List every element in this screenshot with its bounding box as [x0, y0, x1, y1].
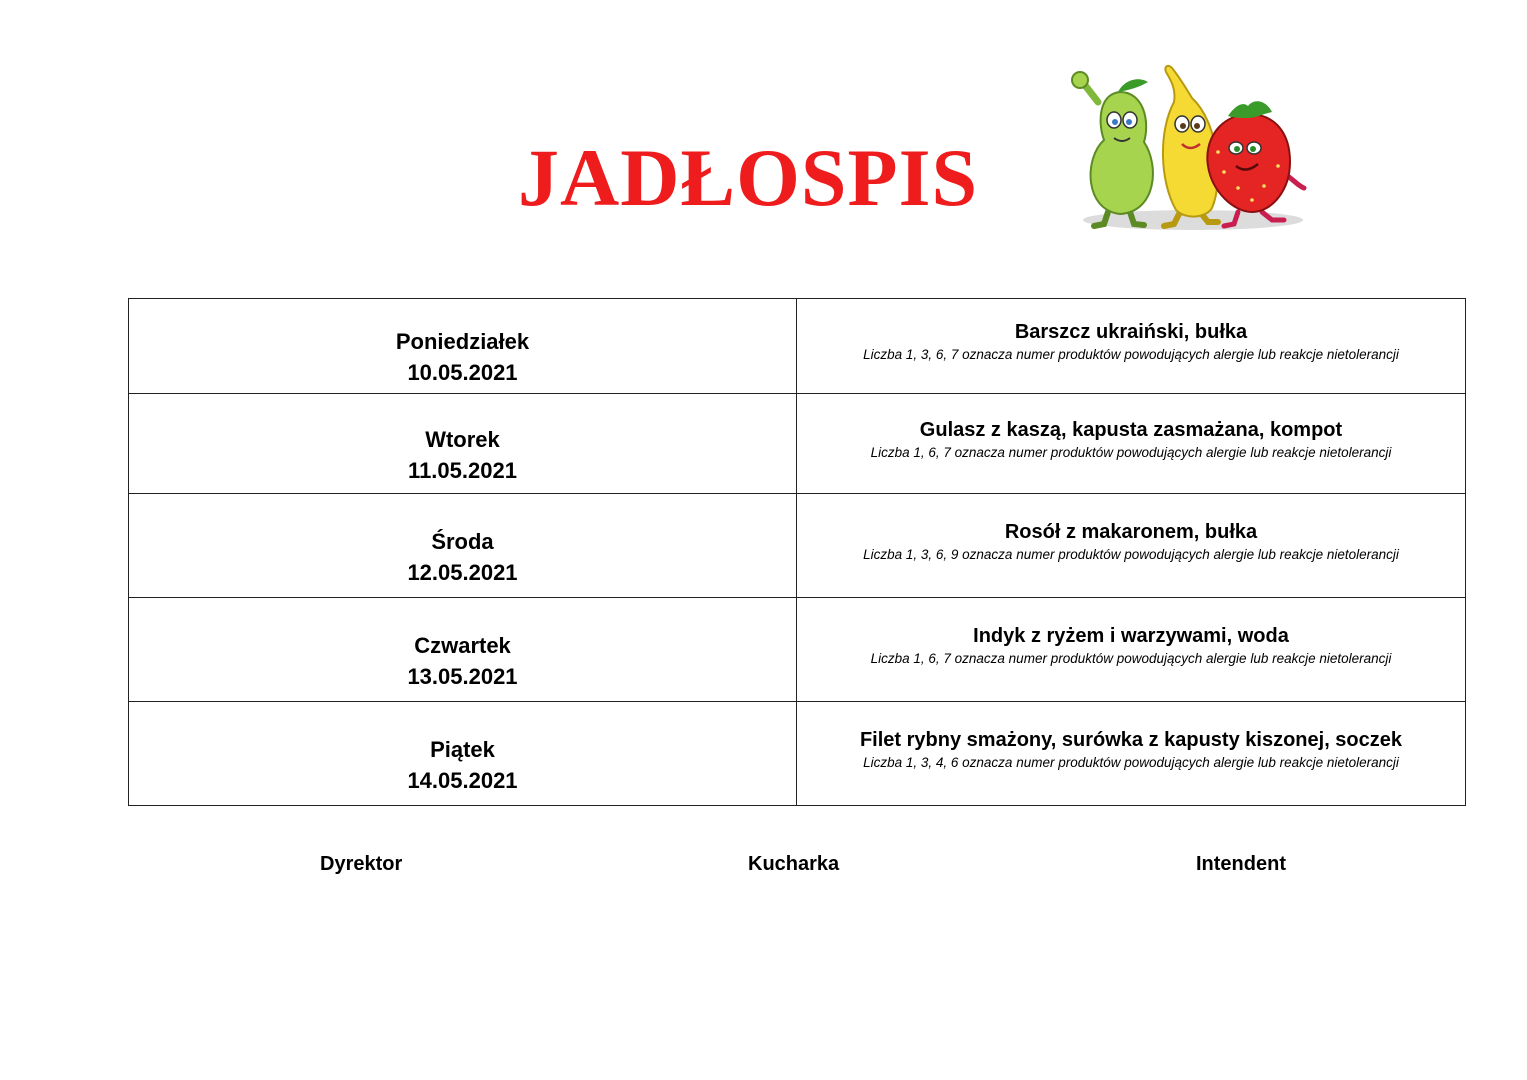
- day-cell: [129, 494, 797, 598]
- table-row: [129, 394, 1466, 494]
- strawberry-mascot: [1207, 101, 1304, 226]
- dish-name: Gulasz z kaszą, kapusta zasmażana, kompot: [919, 418, 1343, 441]
- dish-name: Filet rybny smażony, surówka z kapusty kiszonej, soczek: [859, 728, 1403, 751]
- day-date: 13.05.2021: [407, 663, 518, 689]
- dish-name: Indyk z ryżem i warzywami, woda: [973, 624, 1289, 647]
- allergen-note: Liczba 1, 6, 7 oznacza numer produktów powodujących alergie lub reakcje nietolerancji: [870, 650, 1392, 666]
- signature-quartermaster: Intendent: [1196, 853, 1286, 875]
- table-row: [129, 494, 1466, 598]
- day-date: 11.05.2021: [408, 457, 517, 483]
- day-name: Środa: [431, 528, 494, 554]
- signature-director: Dyrektor: [320, 853, 403, 875]
- menu-table: [128, 298, 1466, 806]
- day-date: 10.05.2021: [407, 360, 518, 385]
- table-row: [129, 598, 1466, 702]
- allergen-note: Liczba 1, 3, 4, 6 oznacza numer produktów powodujących alergie lub reakcje nietolerancji: [863, 754, 1399, 770]
- signature-cook: Kucharka: [748, 853, 840, 875]
- dish-cell: [797, 494, 1466, 598]
- dish-name: Rosół z makaronem, bułka: [1004, 520, 1258, 543]
- day-date: 14.05.2021: [407, 767, 518, 793]
- allergen-note: Liczba 1, 6, 7 oznacza numer produktów powodujących alergie lub reakcje nietolerancji: [870, 444, 1392, 460]
- dish-cell: [797, 394, 1466, 494]
- allergen-note: Liczba 1, 3, 6, 7 oznacza numer produktów powodujących alergie lub reakcje nietolerancji: [863, 347, 1399, 362]
- table-row: [129, 702, 1466, 806]
- page-title: JADŁOSPIS: [518, 132, 979, 223]
- dish-name: Barszcz ukraiński, bułka: [1014, 321, 1248, 343]
- fruit-mascots-icon: [1068, 62, 1308, 234]
- day-name: Poniedziałek: [395, 329, 530, 354]
- day-name: Czwartek: [414, 632, 511, 658]
- day-cell: [129, 394, 797, 494]
- table-row: [129, 299, 1466, 394]
- day-cell: [129, 598, 797, 702]
- day-cell: [129, 299, 797, 394]
- pear-mascot: [1072, 72, 1153, 226]
- day-date: 12.05.2021: [407, 559, 518, 585]
- dish-cell: [797, 702, 1466, 806]
- allergen-note: Liczba 1, 3, 6, 9 oznacza numer produktów powodujących alergie lub reakcje nietolerancji: [863, 546, 1399, 562]
- day-cell: [129, 702, 797, 806]
- dish-cell: [797, 598, 1466, 702]
- day-name: Wtorek: [425, 426, 500, 452]
- day-name: Piątek: [430, 736, 495, 762]
- dish-cell: [797, 299, 1466, 394]
